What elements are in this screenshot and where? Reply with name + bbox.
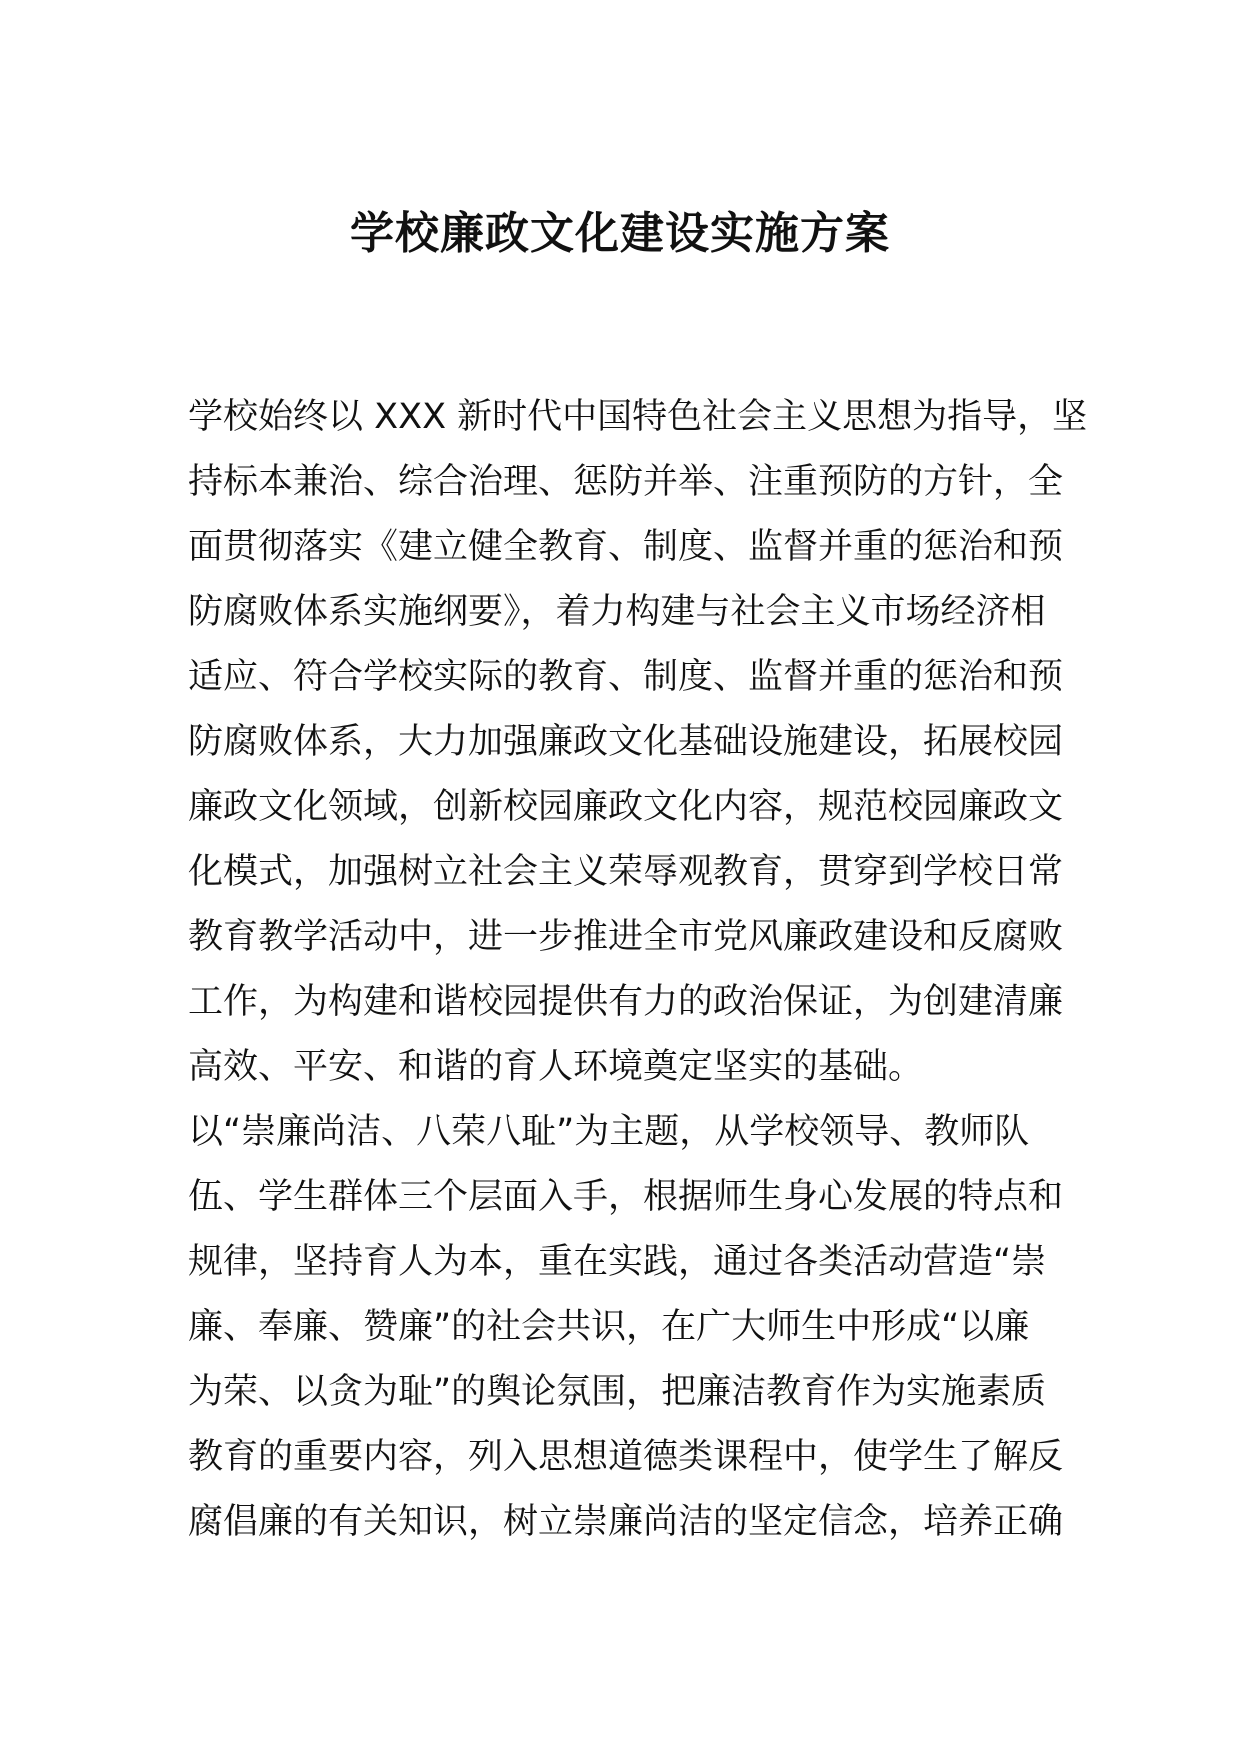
text-line: 高效、平安、和谐的育人环境奠定坚实的基础。 [188,1047,924,1087]
text-line: 以“崇廉尚洁、八荣八耻”为主题，从学校领导、教师队 [188,1112,1030,1152]
text-line: 教育的重要内容，列入思想道德类课程中，使学生了解反 [188,1437,1064,1477]
text-line: 防腐败体系，大力加强廉政文化基础设施建设，拓展校园 [188,722,1064,762]
document-body [188,385,1088,1555]
text-line: 学校始终以 XXX 新时代中国特色社会主义思想为指导，坚 [188,397,1088,437]
text-line: 伍、学生群体三个层面入手，根据师生身心发展的特点和 [188,1177,1064,1217]
text-line: 化模式，加强树立社会主义荣辱观教育，贯穿到学校日常 [188,852,1064,892]
text-line: 规律，坚持育人为本，重在实践，通过各类活动营造“崇 [188,1242,1047,1282]
text-line: 教育教学活动中，进一步推进全市党风廉政建设和反腐败 [188,917,1064,957]
text-line: 防腐败体系实施纲要》，着力构建与社会主义市场经济相 [188,592,1046,632]
text-line: 适应、符合学校实际的教育、制度、监督并重的惩治和预 [188,657,1064,697]
text-line: 为荣、以贪为耻”的舆论氛围，把廉洁教育作为实施素质 [188,1372,1047,1412]
text-line: 廉、奉廉、赞廉”的社会共识，在广大师生中形成“以廉 [188,1307,1030,1347]
document-title: 学校廉政文化建设实施方案 [350,208,890,259]
text-line: 工作，为构建和谐校园提供有力的政治保证，为创建清廉 [188,982,1064,1022]
text-line: 腐倡廉的有关知识，树立崇廉尚洁的坚定信念，培养正确 [188,1502,1064,1542]
text-line: 面贯彻落实《建立健全教育、制度、监督并重的惩治和预 [188,527,1064,567]
text-line: 持标本兼治、综合治理、惩防并举、注重预防的方针，全 [188,462,1064,502]
text-line: 廉政文化领域，创新校园廉政文化内容，规范校园廉政文 [188,787,1064,827]
